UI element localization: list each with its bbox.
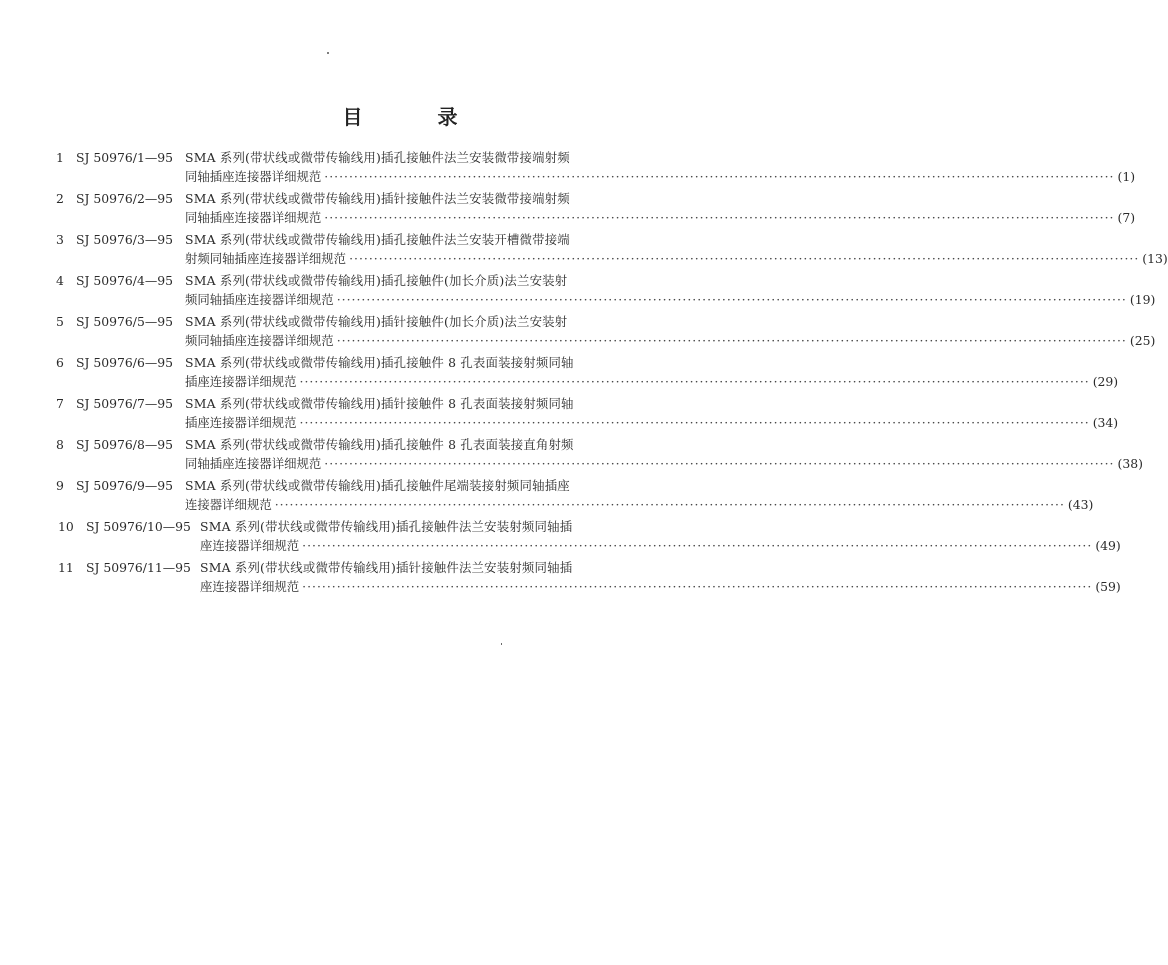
toc-entry-standard-code: SJ 50976/3—95 [76,232,174,247]
toc-entry [56,558,1121,599]
toc-entry-page-number: (38) [1117,456,1143,471]
toc-leader-dots: ································································································································································ [336,292,1127,307]
toc-entry-title-line2: 同轴插座连接器详细规范 [185,456,322,471]
toc-entry-page-number: (43) [1067,497,1094,512]
toc-entry-standard-code: SJ 50976/4—95 [76,273,174,288]
scan-speck [327,52,329,54]
scan-speck [501,643,502,645]
toc-leader-dots: ································································································································································ [324,210,1115,225]
toc-entry-title-line2-row [185,167,1136,187]
toc-leader-dots: ································································································································································ [299,415,1090,430]
toc-entry-number: 9 [56,478,64,493]
toc-entry-standard-code: SJ 50976/9—95 [76,478,174,493]
toc-entry-title-line2-row [185,372,1119,392]
toc-leader-dots: ································································································································································ [299,374,1090,389]
toc-entry-title-line2-row [185,495,1094,515]
toc-entry-title-line2: 射频同轴插座连接器详细规范 [185,251,347,266]
toc-entry-title-line1: SMA 系列(带状线或微带传输线用)插孔接触件 8 孔表面装接直角射频 [185,437,574,452]
toc-entry-number: 8 [56,437,64,452]
toc-entry [56,148,1136,189]
toc-entry-title-line1: SMA 系列(带状线或微带传输线用)插孔接触件法兰安装微带接端射频 [185,150,570,165]
toc-entry-number: 4 [56,273,64,288]
toc-entry-number: 10 [58,519,74,534]
toc-entry-title-line2-row [185,290,1156,310]
toc-entry-number: 1 [56,150,64,165]
toc-entry [56,476,1094,517]
toc-leader-dots: ································································································································································ [274,497,1065,512]
toc-entry-title-line1: SMA 系列(带状线或微带传输线用)插针接触件 8 孔表面装接射频同轴 [185,396,574,411]
page-title: 目 录 [342,105,492,130]
toc-entry-page-number: (49) [1095,538,1121,553]
toc-entry-title-line1: SMA 系列(带状线或微带传输线用)插针接触件法兰安装射频同轴插 [200,560,573,575]
toc-entry-standard-code: SJ 50976/2—95 [76,191,174,206]
toc-entry [56,230,1168,271]
toc-entry-title-line2-row [185,454,1143,474]
toc-entry-number: 5 [56,314,64,329]
toc-entry [56,312,1156,353]
toc-entry-title-line2-row [185,413,1119,433]
toc-entry-page-number: (19) [1129,292,1156,307]
toc-entry-title-line1: SMA 系列(带状线或微带传输线用)插针接触件法兰安装微带接端射频 [185,191,570,206]
toc-entry-standard-code: SJ 50976/8—95 [76,437,174,452]
toc-entry-page-number: (13) [1142,251,1168,266]
toc-entry-title-line2-row [200,577,1121,597]
toc-entry-title-line2-row [185,331,1156,351]
toc-entry [56,353,1119,394]
toc-entry-number: 7 [56,396,64,411]
toc-entry-title-line2: 插座连接器详细规范 [185,415,297,430]
toc-entry-title-line2: 频同轴插座连接器详细规范 [185,333,334,348]
toc-entry-title-line2: 座连接器详细规范 [200,579,300,594]
toc-entry-title-line2-row [185,249,1168,269]
toc-entry-number: 11 [58,560,74,575]
toc-entry-title-line2: 插座连接器详细规范 [185,374,297,389]
toc-leader-dots: ································································································································································ [324,456,1115,471]
toc-entry [56,189,1136,230]
toc-leader-dots: ································································································································································ [302,538,1093,553]
toc-entry-title-line2-row [185,208,1136,228]
toc-leader-dots: ································································································································································ [336,333,1127,348]
toc-entry-title-line2: 座连接器详细规范 [200,538,300,553]
toc-entry [56,435,1143,476]
toc-entry-title-line1: SMA 系列(带状线或微带传输线用)插孔接触件法兰安装开槽微带接端 [185,232,570,247]
toc-entry-title-line1: SMA 系列(带状线或微带传输线用)插针接触件(加长介质)法兰安装射 [185,314,568,329]
toc-entry-title-line1: SMA 系列(带状线或微带传输线用)插孔接触件(加长介质)法兰安装射 [185,273,568,288]
toc-entry-title-line2: 连接器详细规范 [185,497,272,512]
toc-entry [56,271,1156,312]
toc-entry-standard-code: SJ 50976/6—95 [76,355,174,370]
toc-entry [56,517,1121,558]
toc-entry-title-line2: 频同轴插座连接器详细规范 [185,292,334,307]
toc-entry-page-number: (1) [1117,169,1136,184]
toc-entry-page-number: (25) [1129,333,1156,348]
toc-leader-dots: ································································································································································ [349,251,1140,266]
toc-entry-title-line1: SMA 系列(带状线或微带传输线用)插孔接触件法兰安装射频同轴插 [200,519,573,534]
toc-entry-page-number: (59) [1095,579,1121,594]
toc-entry-standard-code: SJ 50976/10—95 [86,519,191,534]
toc-entry-standard-code: SJ 50976/11—95 [86,560,191,575]
toc-entry-number: 2 [56,191,64,206]
toc-entry-page-number: (34) [1092,415,1119,430]
toc-entry-title-line2: 同轴插座连接器详细规范 [185,210,322,225]
toc-entry [56,394,1119,435]
toc-entry-title-line1: SMA 系列(带状线或微带传输线用)插孔接触件 8 孔表面装接射频同轴 [185,355,574,370]
toc-entry-page-number: (29) [1092,374,1119,389]
table-of-contents [56,148,1168,599]
toc-entry-title-line2: 同轴插座连接器详细规范 [185,169,322,184]
toc-entry-title-line1: SMA 系列(带状线或微带传输线用)插孔接触件尾端装接射频同轴插座 [185,478,570,493]
toc-entry-standard-code: SJ 50976/7—95 [76,396,174,411]
toc-entry-standard-code: SJ 50976/5—95 [76,314,174,329]
toc-entry-number: 3 [56,232,64,247]
toc-leader-dots: ································································································································································ [302,579,1093,594]
toc-entry-number: 6 [56,355,64,370]
toc-leader-dots: ································································································································································ [324,169,1115,184]
toc-entry-standard-code: SJ 50976/1—95 [76,150,174,165]
toc-entry-page-number: (7) [1117,210,1136,225]
toc-entry-title-line2-row [200,536,1121,556]
